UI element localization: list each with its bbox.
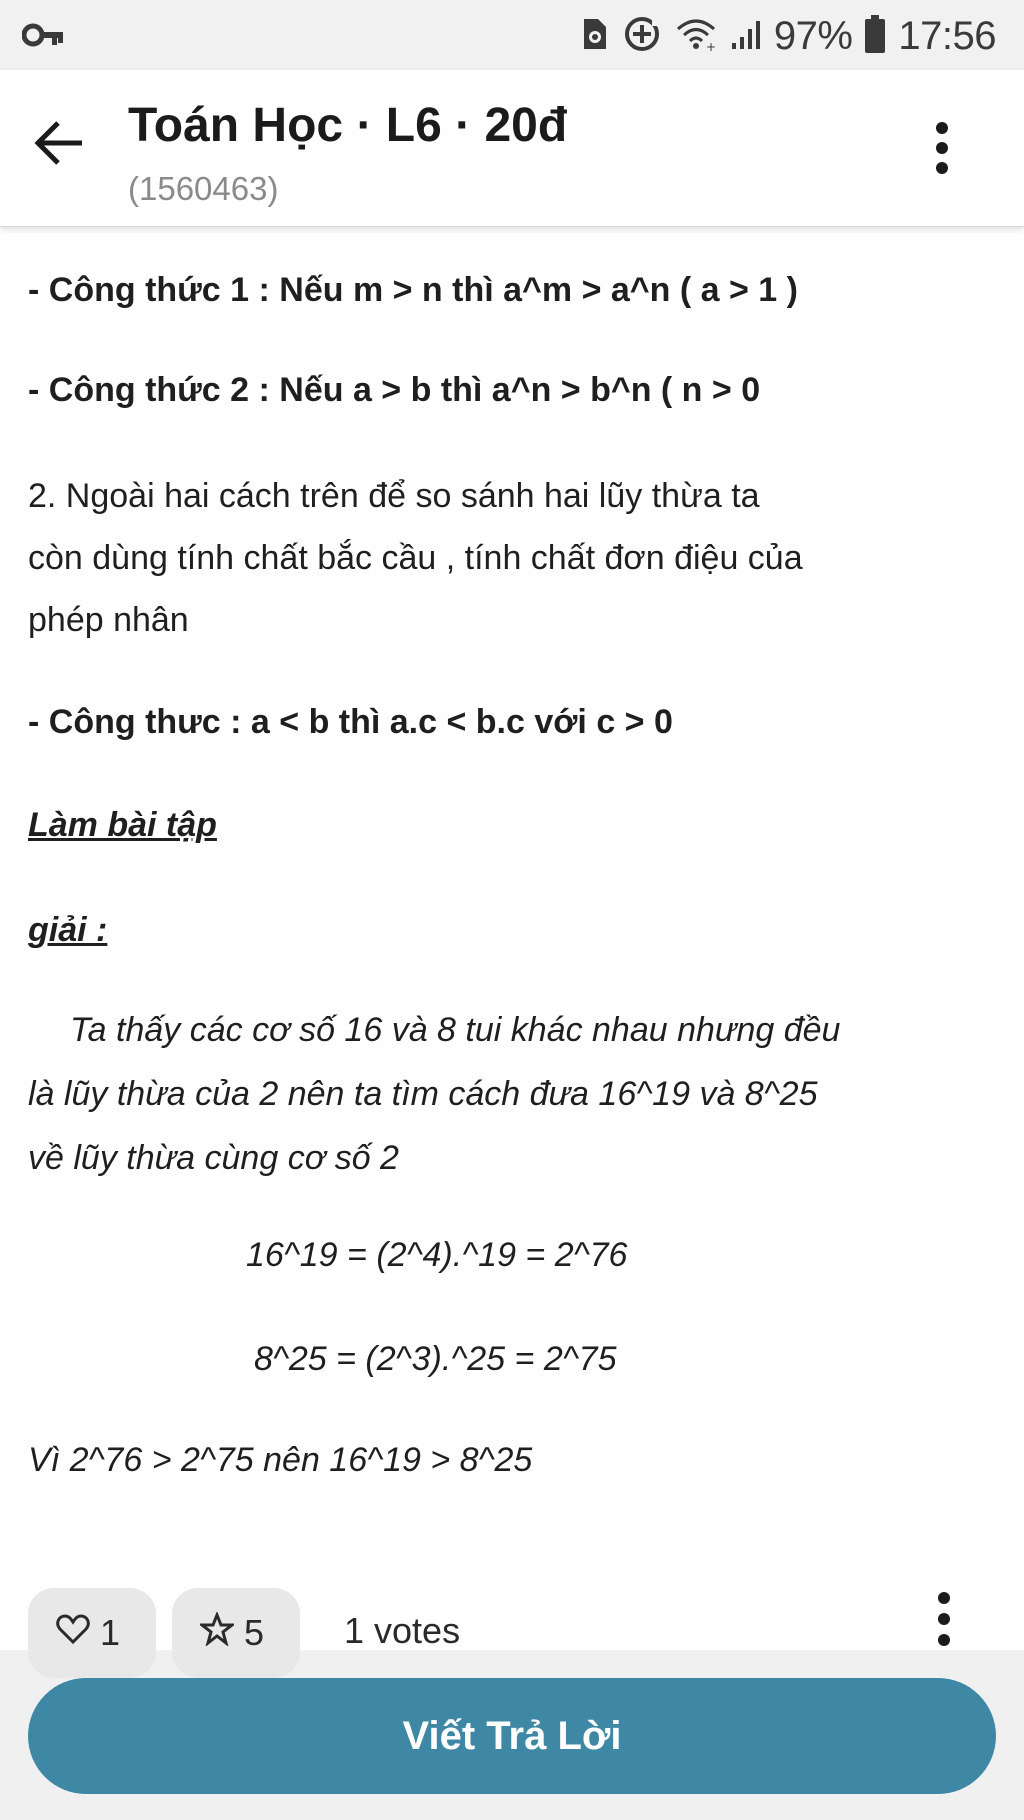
paragraph-2-line-2: còn dùng tính chất bắc cầu , tính chất đơn điệu của — [28, 539, 803, 577]
data-saver-icon — [622, 14, 662, 59]
write-answer-button[interactable]: Viết Trả Lời — [28, 1678, 996, 1794]
app-bar — [0, 70, 1024, 227]
key-icon — [22, 22, 64, 53]
battery-percent: 97% — [773, 13, 853, 58]
more-options-button[interactable] — [932, 118, 962, 198]
votes-count: 1 votes — [344, 1610, 461, 1651]
battery-icon — [864, 14, 886, 59]
more-vertical-icon — [934, 1635, 954, 1652]
like-button[interactable] — [28, 1588, 156, 1678]
solution-line-1: Ta thấy các cơ số 16 và 8 tui khác nhau nhưng đều — [70, 1011, 841, 1049]
formula-2: - Công thức 2 : Nếu a > b thì a^n > b^n ( n > 0 — [28, 371, 761, 409]
paragraph-2-line-3: phép nhân — [28, 601, 189, 639]
status-bar — [0, 0, 1024, 70]
solution-line-2: là lũy thừa của 2 nên ta tìm cách đưa 16^19 và 8^25 — [28, 1075, 818, 1113]
like-count: 1 — [100, 1612, 121, 1653]
more-vertical-icon — [932, 165, 952, 182]
solution-label: giải : — [28, 911, 108, 949]
heart-icon — [56, 1612, 90, 1654]
star-icon — [200, 1612, 234, 1655]
arrow-left-icon — [30, 155, 86, 172]
paragraph-2-line-1: 2. Ngoài hai cách trên để so sánh hai lũy thừa ta — [28, 477, 760, 515]
question-id: (1560463) — [128, 170, 279, 207]
equation-1: 16^19 = (2^4).^19 = 2^76 — [246, 1236, 628, 1274]
conclusion: Vì 2^76 > 2^75 nên 16^19 > 8^25 — [28, 1441, 533, 1479]
formula-3: - Công thưc : a < b thì a.c < b.c với c > 0 — [28, 703, 673, 741]
star-button[interactable] — [172, 1588, 300, 1678]
svg-text:+: + — [705, 39, 716, 53]
clock: 17:56 — [898, 13, 996, 58]
star-count: 5 — [244, 1612, 265, 1653]
solution-line-3: về lũy thừa cùng cơ số 2 — [28, 1139, 399, 1177]
answer-more-button[interactable] — [934, 1590, 964, 1652]
section-title: Làm bài tập — [28, 806, 217, 844]
wifi-icon — [674, 15, 718, 58]
signal-icon — [730, 17, 762, 56]
sim-icon — [580, 15, 610, 58]
page-title: Toán Học · L6 · 20đ — [128, 99, 568, 152]
back-button[interactable] — [30, 118, 100, 178]
equation-2: 8^25 = (2^3).^25 = 2^75 — [254, 1340, 617, 1378]
formula-1: - Công thức 1 : Nếu m > n thì a^m > a^n ( a > 1 ) — [28, 271, 798, 309]
